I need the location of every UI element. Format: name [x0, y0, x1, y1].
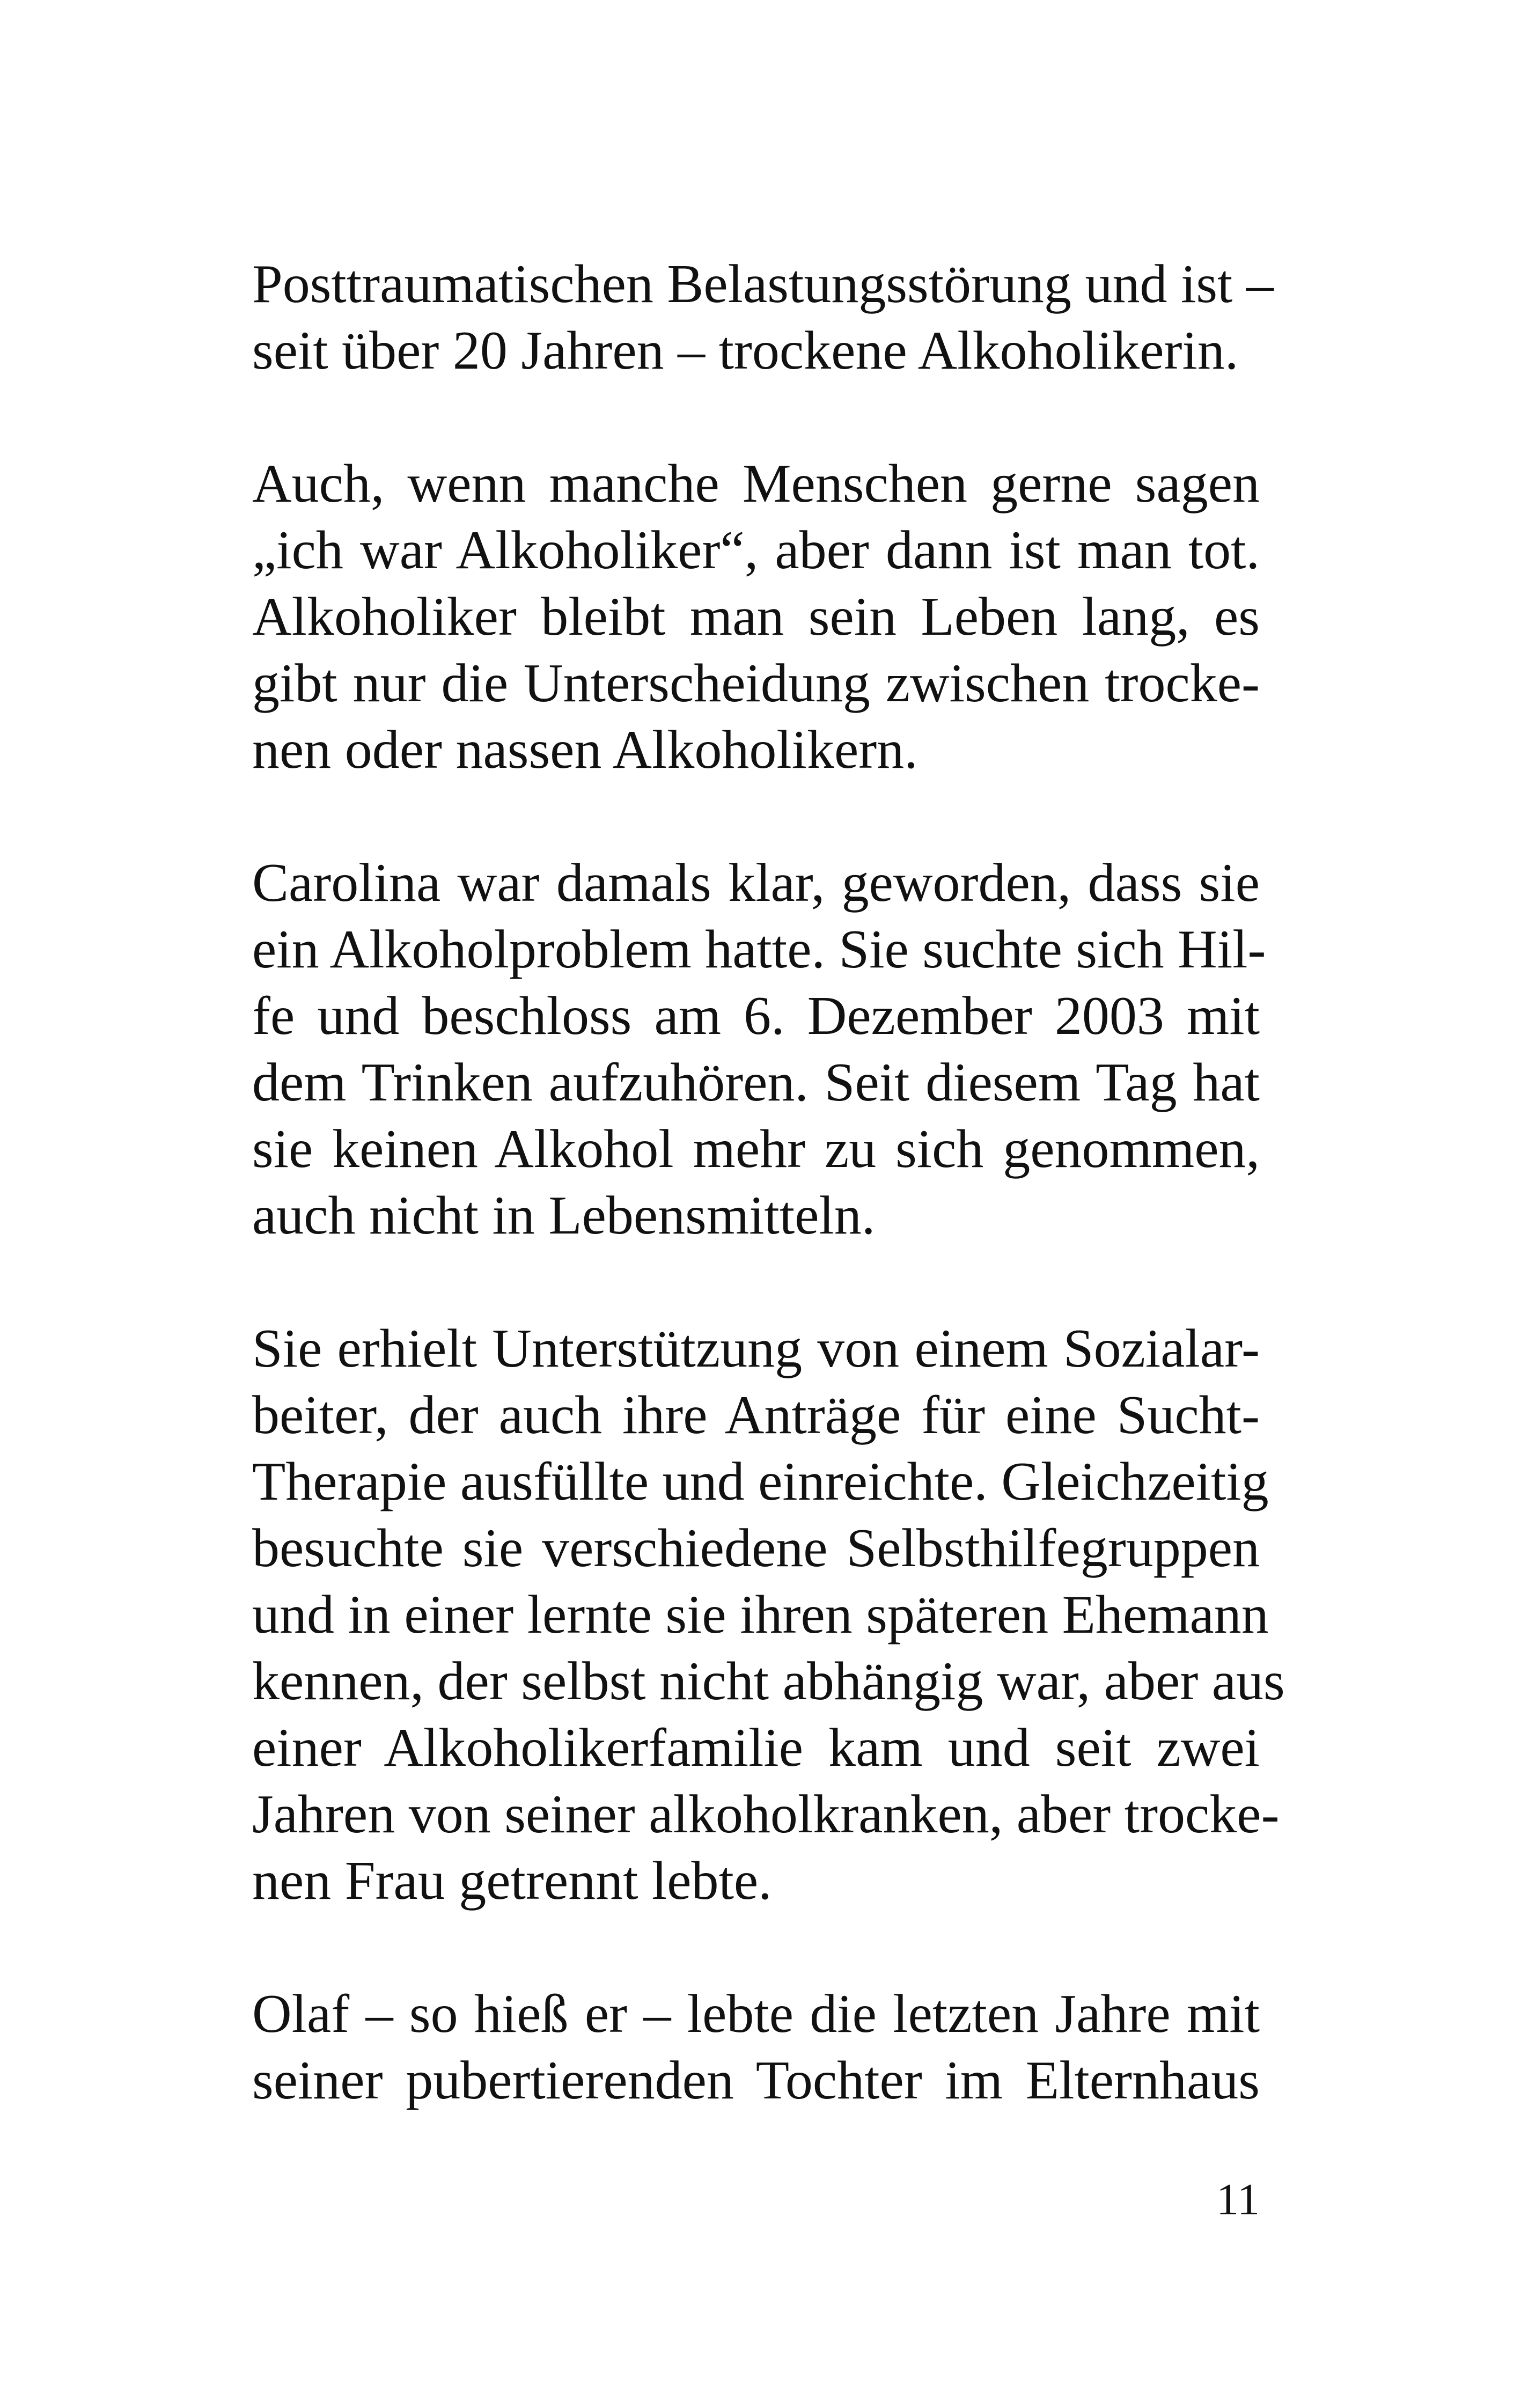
text-line: Sie erhielt Unterstützung von einem Sozialar-	[252, 1318, 1260, 1379]
text-line: auch nicht in Lebensmitteln.	[252, 1185, 876, 1246]
page-body	[252, 251, 1285, 2114]
text-line: einer Alkoholikerfamilie kam und seit zwei	[252, 1717, 1260, 1778]
paragraph	[252, 451, 1260, 783]
text-line: fe und beschloss am 6. Dezember 2003 mit	[252, 986, 1260, 1046]
paragraph	[252, 1981, 1260, 2114]
text-line: seit über 20 Jahren – trockene Alkoholikerin.	[252, 320, 1239, 381]
text-line: Carolina war damals klar, geworden, dass sie	[252, 853, 1260, 913]
text-line: Posttraumatischen Belastungsstörung und ist –	[252, 254, 1274, 314]
text-line: Auch, wenn manche Menschen gerne sagen	[252, 453, 1260, 514]
text-line: dem Trinken aufzuhören. Seit diesem Tag hat	[252, 1052, 1260, 1113]
text-line: Olaf – so hieß er – lebte die letzten Jahre mit	[252, 1984, 1260, 2044]
text-line: Jahren von seiner alkoholkranken, aber trocke-	[252, 1784, 1280, 1845]
paragraph-gap	[252, 384, 1260, 451]
text-line: Therapie ausfüllte und einreichte. Gleichzeitig	[252, 1451, 1269, 1512]
text-line: gibt nur die Unterscheidung zwischen trocke-	[252, 653, 1260, 714]
text-line: und in einer lernte sie ihren späteren Ehemann	[252, 1584, 1269, 1645]
text-line: „ich war Alkoholiker“, aber dann ist man tot.	[252, 520, 1260, 581]
paragraph	[252, 251, 1274, 384]
text-line: ein Alkoholproblem hatte. Sie suchte sich Hil-	[252, 919, 1266, 980]
text-line: kennen, der selbst nicht abhängig war, aber aus	[252, 1651, 1285, 1712]
text-line: sie keinen Alkohol mehr zu sich genommen,	[252, 1119, 1260, 1179]
paragraph	[252, 1316, 1285, 1914]
paragraph-gap	[252, 783, 1260, 850]
text-line: besuchte sie verschiedene Selbsthilfegruppen	[252, 1518, 1260, 1579]
paragraph-gap	[252, 1249, 1260, 1316]
text-line: beiter, der auch ihre Anträge für eine Sucht-	[252, 1385, 1260, 1445]
text-line: nen Frau getrennt lebte.	[252, 1851, 772, 1911]
text-line: seiner pubertierenden Tochter im Elternhaus	[252, 2050, 1260, 2111]
text-line: Alkoholiker bleibt man sein Leben lang, es	[252, 586, 1260, 647]
page-number: 11	[1216, 2175, 1260, 2225]
paragraph-gap	[252, 1914, 1260, 1981]
text-line: nen oder nassen Alkoholikern.	[252, 720, 918, 780]
paragraph	[252, 850, 1266, 1249]
